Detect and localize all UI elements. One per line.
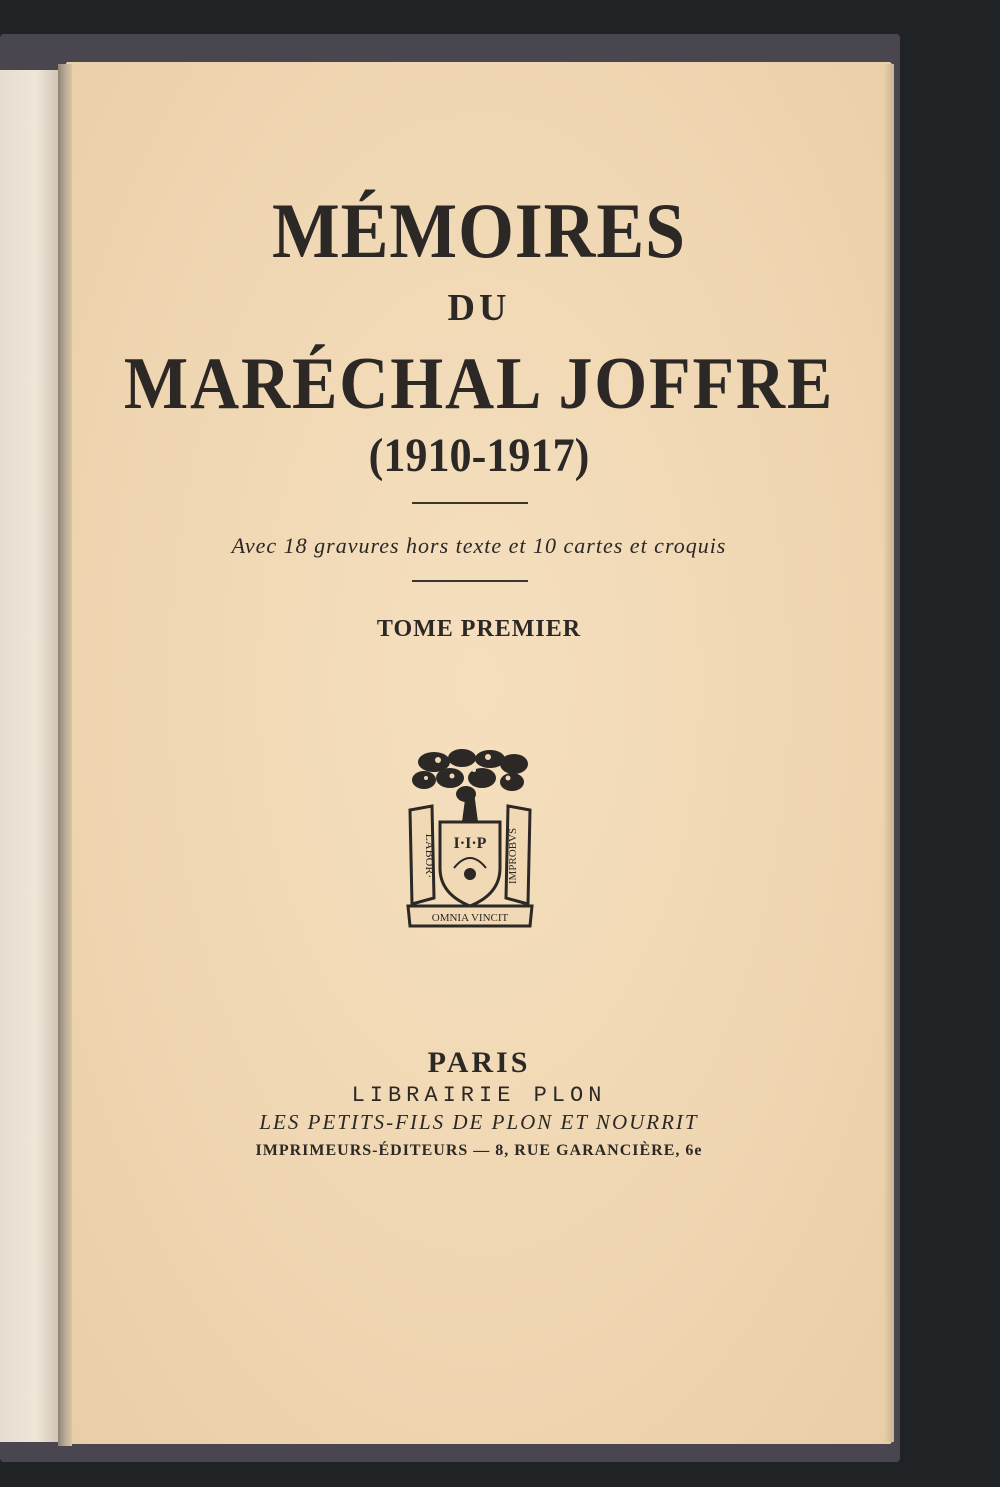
printers-mark-emblem bbox=[404, 748, 536, 928]
title-line-author: MARÉCHAL JOFFRE bbox=[123, 343, 835, 425]
publisher-city: PARIS bbox=[427, 1046, 531, 1079]
book-gutter bbox=[58, 64, 72, 1446]
publisher-address: IMPRIMEURS-ÉDITEURS — 8, RUE GARANCIÈRE, 6e bbox=[255, 1142, 703, 1159]
left-page-edge bbox=[0, 70, 60, 1442]
title-line-memoires: MÉMOIRES bbox=[271, 187, 687, 274]
printers-mark-motto-bottom: OMNIA VINCIT bbox=[431, 912, 509, 924]
printers-mark-motto-left: LABOR· bbox=[423, 833, 437, 879]
printers-mark-monogram: I·I·P bbox=[453, 835, 487, 852]
printers-mark-motto-right: IMPROBVS bbox=[507, 827, 519, 885]
title-line-du: DU bbox=[447, 287, 511, 329]
printers-mark bbox=[404, 748, 536, 928]
title-years: (1910-1917) bbox=[368, 429, 590, 482]
page-fore-edge bbox=[884, 64, 894, 1442]
divider-rule bbox=[412, 580, 528, 582]
subtitle: Avec 18 gravures hors texte et 10 cartes et croquis bbox=[231, 533, 727, 558]
publisher-name: LIBRAIRIE PLON bbox=[351, 1083, 607, 1108]
divider-rule bbox=[412, 502, 528, 504]
volume-label: TOME PREMIER bbox=[376, 616, 582, 642]
publisher-imprint: LES PETITS-FILS DE PLON ET NOURRIT bbox=[259, 1110, 699, 1134]
